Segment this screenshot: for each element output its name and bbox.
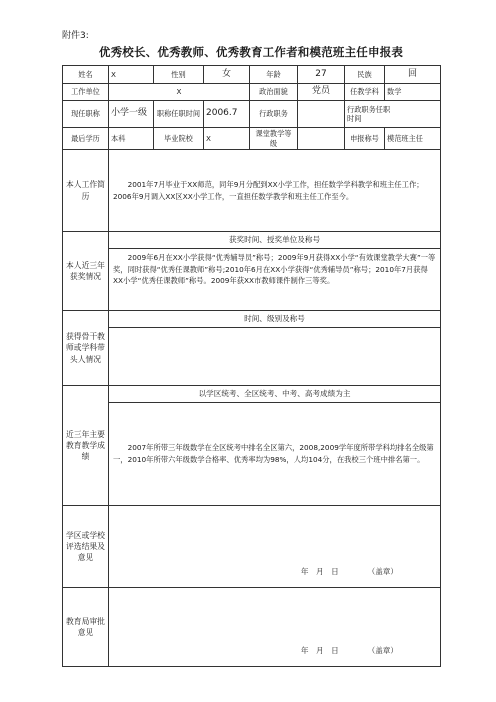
- row-awards-header: [63, 232, 441, 249]
- apply-title-label: 申报称号: [345, 128, 385, 150]
- education-label: 最后学历: [63, 128, 109, 150]
- bureau-opinion-area: [109, 588, 441, 667]
- row-results-header: [63, 386, 441, 403]
- resume-label: 本人工作简历: [63, 150, 109, 232]
- graduated-school-value: X: [204, 128, 250, 150]
- subject-value: 数学: [385, 84, 441, 101]
- admin-time-label: 行政职务任职时间: [345, 101, 441, 128]
- row-resume: [63, 150, 441, 232]
- appoint-time-value: 2006.7: [204, 101, 250, 128]
- current-title-value: 小学一级: [109, 101, 154, 128]
- row-results: [63, 403, 441, 506]
- class-grade-label: 课堂教学等级: [250, 128, 298, 150]
- appoint-time-label: 职称任职时间: [154, 101, 204, 128]
- political-label: 政治面貌: [250, 84, 298, 101]
- form-title: 优秀校长、优秀教师、优秀教育工作者和模范班主任申报表: [98, 45, 404, 59]
- class-grade-value: [298, 128, 345, 150]
- ethnicity-value: 回: [385, 66, 441, 84]
- work-unit-label: 工作单位: [63, 84, 109, 101]
- work-unit-value: X: [109, 84, 250, 101]
- district-seal-text: （盖章）: [367, 567, 398, 577]
- awards-text: 2009年6月在XX小学获得“优秀辅导员”称号；2009年9月获得XX小学“有效课堂教学大赛”一等奖，同时获得“优秀任课教师”称号;2010年6月在XX小学获得“优秀辅导员”称号；2010年7月获得XX小学“优秀任课教师”称号。2009年获XX市教师课件制作三等奖。: [109, 249, 441, 311]
- attachment-label: 附件3:: [62, 31, 89, 41]
- row-work-info: [63, 84, 441, 101]
- results-header: 以学区统考、全区统考、中考、高考成绩为主: [109, 386, 441, 403]
- bureau-opinion-label: 教育局审批意见: [63, 588, 109, 667]
- row-basic-info: [63, 66, 441, 84]
- row-title-info: [63, 101, 441, 128]
- backbone-label: 获得骨干教师或学科带头人情况: [63, 311, 109, 386]
- graduated-school-label: 毕业院校: [154, 128, 204, 150]
- row-backbone: [63, 328, 441, 386]
- education-value: 本科: [109, 128, 154, 150]
- admin-post-value: [298, 101, 345, 128]
- political-value: 党员: [298, 84, 345, 101]
- backbone-text: [109, 328, 441, 386]
- gender-label: 性别: [154, 66, 204, 84]
- gender-value: 女: [204, 66, 250, 84]
- age-label: 年龄: [250, 66, 298, 84]
- district-opinion-area: [109, 506, 441, 588]
- form-table: [62, 65, 441, 667]
- bureau-seal-text: （盖章）: [367, 646, 398, 656]
- name-label: 姓名: [63, 66, 109, 84]
- district-date-text: 年 月 日: [300, 567, 339, 577]
- application-form: [62, 65, 440, 670]
- row-bureau-opinion: [63, 588, 441, 667]
- admin-post-label: 行政职务: [250, 101, 298, 128]
- name-value: X: [109, 66, 154, 84]
- current-title-label: 现任职称: [63, 101, 109, 128]
- row-backbone-header: [63, 311, 441, 328]
- ethnicity-label: 民族: [345, 66, 385, 84]
- bureau-date-text: 年 月 日: [300, 646, 339, 656]
- row-education-info: [63, 128, 441, 150]
- resume-text: 2001年7月毕业于XX师范，同年9月分配到XX小学工作，担任数学学科教学和班主任工作；2006年9月调入XX区XX小学工作，一直担任数学教学和班主任工作至今。: [109, 150, 441, 232]
- row-awards: [63, 249, 441, 311]
- awards-header: 获奖时间、授奖单位及称号: [109, 232, 441, 249]
- awards-label: 本人近三年获奖情况: [63, 232, 109, 311]
- age-value: 27: [298, 66, 345, 84]
- subject-label: 任教学科: [345, 84, 385, 101]
- district-opinion-label: 学区或学校评选结果及意见: [63, 506, 109, 588]
- backbone-header: 时间、级别及称号: [109, 311, 441, 328]
- apply-title-value: 模范班主任: [385, 128, 441, 150]
- row-district-opinion: [63, 506, 441, 588]
- results-label: 近三年主要教育教学成绩: [63, 386, 109, 506]
- results-text: 2007年所带三年级数学在全区统考中排名全区第六，2008,2009学年度所带学科均排名全级第一，2010年所带六年级数学合格率、优秀率均为98%，人均104分，在我校三个班中排名第一。: [109, 403, 441, 506]
